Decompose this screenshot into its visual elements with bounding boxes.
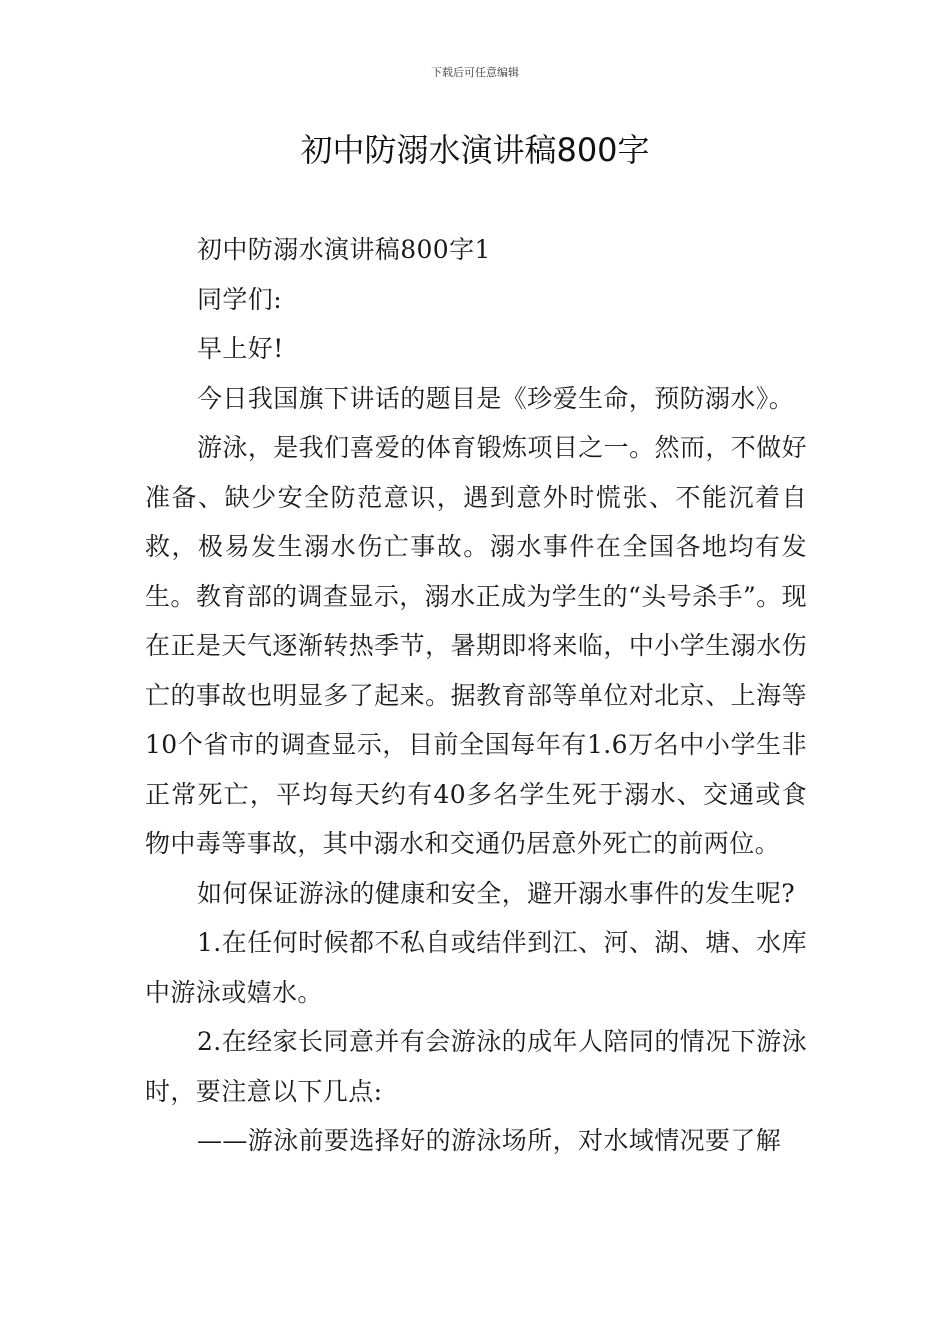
paragraph-rule-1: 1.在任何时候都不私自或结伴到江、河、湖、塘、水库中游泳或嬉水。: [145, 928, 807, 1007]
paragraph-rule-2: 2.在经家长同意并有会游泳的成年人陪同的情况下游泳时，要注意以下几点:: [145, 1027, 807, 1106]
paragraph-main: 游泳，是我们喜爱的体育锻炼项目之一。然而，不做好准备、缺少安全防范意识，遇到意外时慌张、不能沉着自救，极易发生溺水伤亡事故。溺水事件在全国各地均有发生。教育部的调查显示，溺水正成为学生的“头号杀手”。现在正是天气逐渐转热季节，暑期即将来临，中小学生溺水伤亡的事故也明显多了起来。据教育部等单位对北京、上海等10个省市的调查显示，目前全国每年有1.6万名中小学生非正常死亡，平均每天约有40多名学生死于溺水、交通或食物中毒等事故，其中溺水和交通仍居意外死亡的前两位。: [145, 433, 807, 858]
paragraph-question: 如何保证游泳的健康和安全，避开溺水事件的发生呢?: [197, 878, 796, 908]
page-title: 初中防溺水演讲稿800字: [300, 131, 650, 169]
paragraph-salutation: 同学们:: [197, 284, 283, 314]
paragraph-rule-2-detail: ——游泳前要选择好的游泳场所，对水域情况要了解: [197, 1126, 782, 1155]
header-note: 下载后可任意编辑: [431, 66, 519, 79]
paragraph-greeting: 早上好!: [197, 334, 284, 363]
paragraph-topic: 今日我国旗下讲话的题目是《珍爱生命，预防溺水》。: [197, 383, 795, 413]
document-body: [145, 225, 807, 1166]
paragraph-subtitle: 初中防溺水演讲稿800字1: [197, 235, 491, 264]
